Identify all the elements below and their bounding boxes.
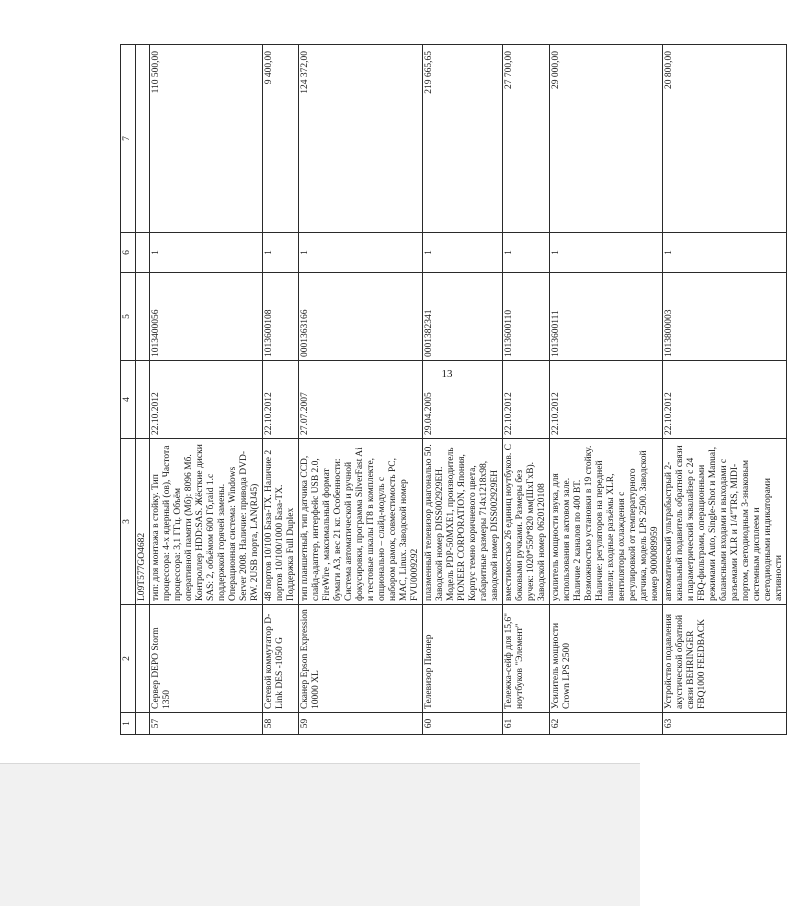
header-cell: 5 xyxy=(121,273,136,361)
item-date xyxy=(136,361,150,439)
item-inventory-number: 1013600111 xyxy=(550,273,663,361)
page-number: 13 xyxy=(441,368,453,380)
header-cell: 3 xyxy=(121,439,136,605)
item-quantity: 1 xyxy=(299,233,423,273)
item-date: 22.10.2012 xyxy=(663,361,787,439)
item-quantity xyxy=(136,233,150,273)
item-description: плазменный телевизор диагональю 50. Заводской номер DISS002929EH. Модель PDP-50MXE1, производитель PIONEER CORPORATION, Япония, Корпус темно коричневого цвета, габаритные размеры 714х1218х98, заводской номер DISS002929EH xyxy=(423,439,503,605)
table-row xyxy=(263,45,299,735)
table-row xyxy=(663,45,787,735)
item-date: 27.07.2007 xyxy=(299,361,423,439)
row-number: 62 xyxy=(550,713,663,735)
item-description: тип планшетный, тип датчика CCD, слайд-адаптер, интерфейс USB 2.0, FireWire , максимальный формат бумаги А3, вес 21 кг. Особенности: Система автоматической и ручной фокусировки, программа SilverFast Ai и тестовые шкалы IT8 в комплекте, опционально – слайд-модуль с набором рамок, совместимость PC, MAC, Linux. Заводской номер FVU0009292 xyxy=(299,439,423,605)
item-sum: 20 800,00 xyxy=(663,45,787,233)
item-description: автоматический ультрабыстрый 2-канальный подавитель обратной связи и параметрический эквалайзер с 24 FBQ-фильтрами, операционными режимами Auto, Single-Shot и Manual, балансными входами и выходами с разъемами XLR и 1/4"TRS, MIDI-портом, светодиодным 3-знаковым системным дисплеем и светодиодными индикаторами активности xyxy=(663,439,787,605)
item-sum: 110 500,00 xyxy=(150,45,263,233)
table-row xyxy=(299,45,423,735)
item-date: 22.10.2012 xyxy=(150,361,263,439)
item-name: Устройство подавления акустической обратной связи BEHRINGER FBQ1000 FEEDBACK xyxy=(663,605,787,713)
header-cell: 6 xyxy=(121,233,136,273)
row-number: 61 xyxy=(503,713,550,735)
table-row xyxy=(550,45,663,735)
row-number: 57 xyxy=(150,713,263,735)
header-row xyxy=(121,45,136,735)
table-row xyxy=(503,45,550,735)
row-number: 63 xyxy=(663,713,787,735)
item-description: вместимостью 26 единиц ноутбуков. С боковыми ручками. Размеры без ручек: 1020*550*820 мм(ШхГхВ). Заводской номер 0620120108 xyxy=(503,439,550,605)
table-row xyxy=(136,45,150,735)
inventory-table xyxy=(120,44,787,735)
row-number: 58 xyxy=(263,713,299,735)
item-date: 22.10.2012 xyxy=(503,361,550,439)
header-cell: 7 xyxy=(121,45,136,233)
item-name: Усилитель мощности Crown LPS 2500 xyxy=(550,605,663,713)
item-date: 22.10.2012 xyxy=(263,361,299,439)
item-description: 48 портов 10/100 База-TX. Наличие 2 портов 10/100/1000 База-TX. Поддержка Full Duplex xyxy=(263,439,299,605)
item-date: 22.10.2012 xyxy=(550,361,663,439)
item-name xyxy=(136,605,150,713)
item-sum: 27 700,00 xyxy=(503,45,550,233)
item-quantity: 1 xyxy=(150,233,263,273)
item-sum xyxy=(136,45,150,233)
item-name: Телевизор Пионер xyxy=(423,605,503,713)
item-sum: 124 372,00 xyxy=(299,45,423,233)
scan-margin xyxy=(0,763,640,906)
item-inventory-number: 0001363166 xyxy=(299,273,423,361)
item-name: Сервер DEPO Storm 1350 xyxy=(150,605,263,713)
item-date: 29.04.2005 xyxy=(423,361,503,439)
table-row xyxy=(423,45,503,735)
item-quantity: 1 xyxy=(663,233,787,273)
item-inventory-number: 1013600108 xyxy=(263,273,299,361)
row-number: 59 xyxy=(299,713,423,735)
row-number xyxy=(136,713,150,735)
header-cell: 4 xyxy=(121,361,136,439)
item-quantity: 1 xyxy=(550,233,663,273)
item-quantity: 1 xyxy=(503,233,550,273)
table-row xyxy=(150,45,263,735)
item-description: тип: для монтажа в стойку. Тип процессора: 4-х ядерный (ов), Частота процессора: 3,1 ГГц. Объём оперативной памяти (Мб): 8096 Мб. Контроллер HDD:SAS. Жёсткие диски SAS: 2, объёмом 600 Гб,raid 1.с поддержкой горячей замены. Операционная система: Windows Server 2008. Наличие: привода DVD-RW. 2USB порта, LAN(RJ45) xyxy=(150,439,263,605)
item-name: Тележка-сейф для 15,6" ноутбуков "Элемент" xyxy=(503,605,550,713)
item-inventory-number xyxy=(136,273,150,361)
rotated-table-container xyxy=(120,45,784,735)
item-inventory-number: 1013600110 xyxy=(503,273,550,361)
item-sum: 29 000,00 xyxy=(550,45,663,233)
header-cell: 2 xyxy=(121,605,136,713)
item-inventory-number: 1013400056 xyxy=(150,273,263,361)
item-name: Сетевой коммутатор D-Link DES -1050 G xyxy=(263,605,299,713)
item-inventory-number: 0001382341 xyxy=(423,273,503,361)
row-number: 60 xyxy=(423,713,503,735)
item-sum: 219 665,65 xyxy=(423,45,503,233)
header-cell: 1 xyxy=(121,713,136,735)
item-description: L09T577GO4682 xyxy=(136,439,150,605)
item-description: усилитель мощности звука, для использования в актовом зале. Наличие 2 каналов по 400 ВТ. Возможностью установки в 19 стойку. Наличие: регуляторов на передней панели; входные разъёмы XLR, вентиляторы охлаждения с регулировкой от температурного датчика, модель LPS 2500. Заводской номер 9000089959 xyxy=(550,439,663,605)
item-name: Сканер Epson Expression 10000 XL xyxy=(299,605,423,713)
item-inventory-number: 1013800003 xyxy=(663,273,787,361)
item-sum: 9 400,00 xyxy=(263,45,299,233)
item-quantity: 1 xyxy=(263,233,299,273)
item-quantity: 1 xyxy=(423,233,503,273)
